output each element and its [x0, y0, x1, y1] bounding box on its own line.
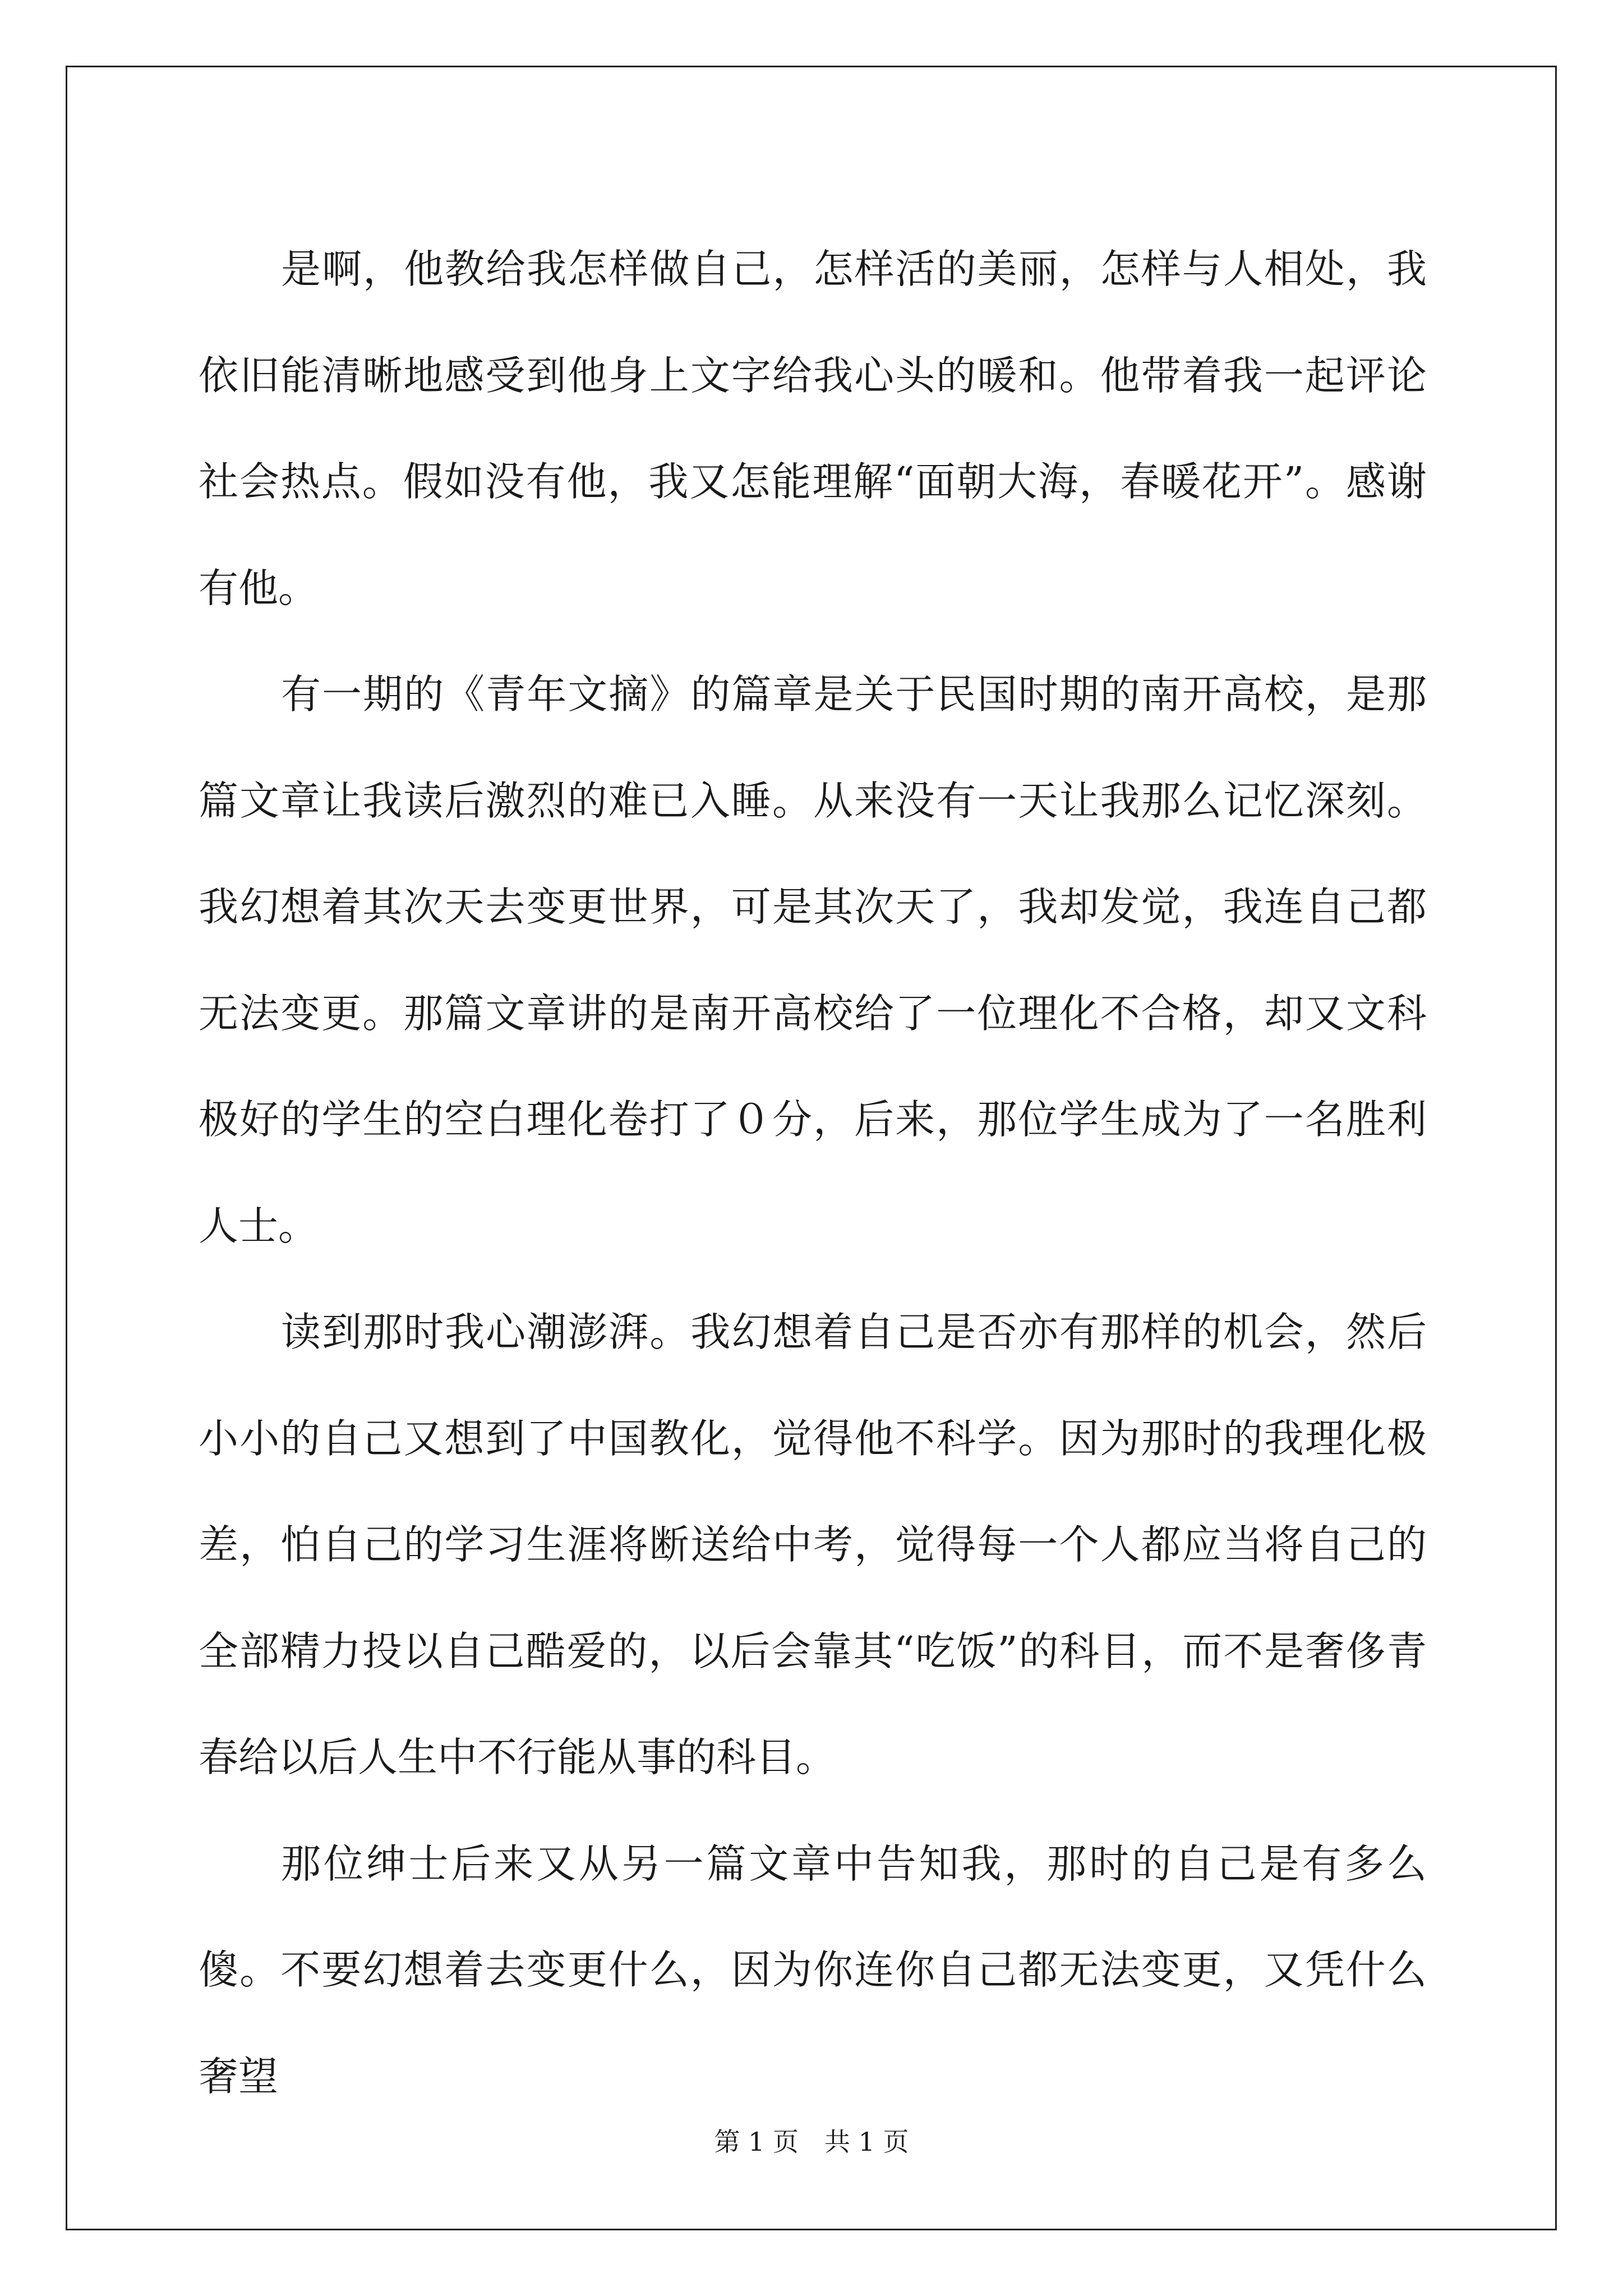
document-body	[199, 216, 1427, 2129]
paragraph-4: 那位绅士后来又从另一篇文章中告知我，那时的自己是有多么傻。不要幻想着去变更什么，因为你连你自己都无法变更，又凭什么奢望	[199, 1840, 1427, 2100]
paragraph-3: 读到那时我心潮澎湃。我幻想着自己是否亦有那样的机会，然后小小的自己又想到了中国教化，觉得他不科学。因为那时的我理化极差，怕自己的学习生涯将断送给中考，觉得每一个人都应当将自己的全部精力投以自己酷爱的，以后会靠其“吃饭”的科目，而不是奢侈青春给以后人生中不行能从事的科目。	[199, 1309, 1427, 1780]
page-number-footer: 第 1 页 共 1 页	[714, 2127, 909, 2157]
paragraph-1: 是啊，他教给我怎样做自己，怎样活的美丽，怎样与人相处，我依旧能清晰地感受到他身上文字给我心头的暖和。他带着我一起评论社会热点。假如没有他，我又怎能理解“面朝大海，春暖花开”。感谢有他。	[199, 246, 1427, 611]
paragraph-2: 有一期的《青年文摘》的篇章是关于民国时期的南开高校，是那篇文章让我读后激烈的难已入睡。从来没有一天让我那么记忆深刻。我幻想着其次天去变更世界，可是其次天了，我却发觉，我连自己都无法变更。那篇文章讲的是南开高校给了一位理化不合格，却又文科极好的学生的空白理化卷打了０分，后来，那位学生成为了一名胜利人士。	[199, 671, 1427, 1249]
